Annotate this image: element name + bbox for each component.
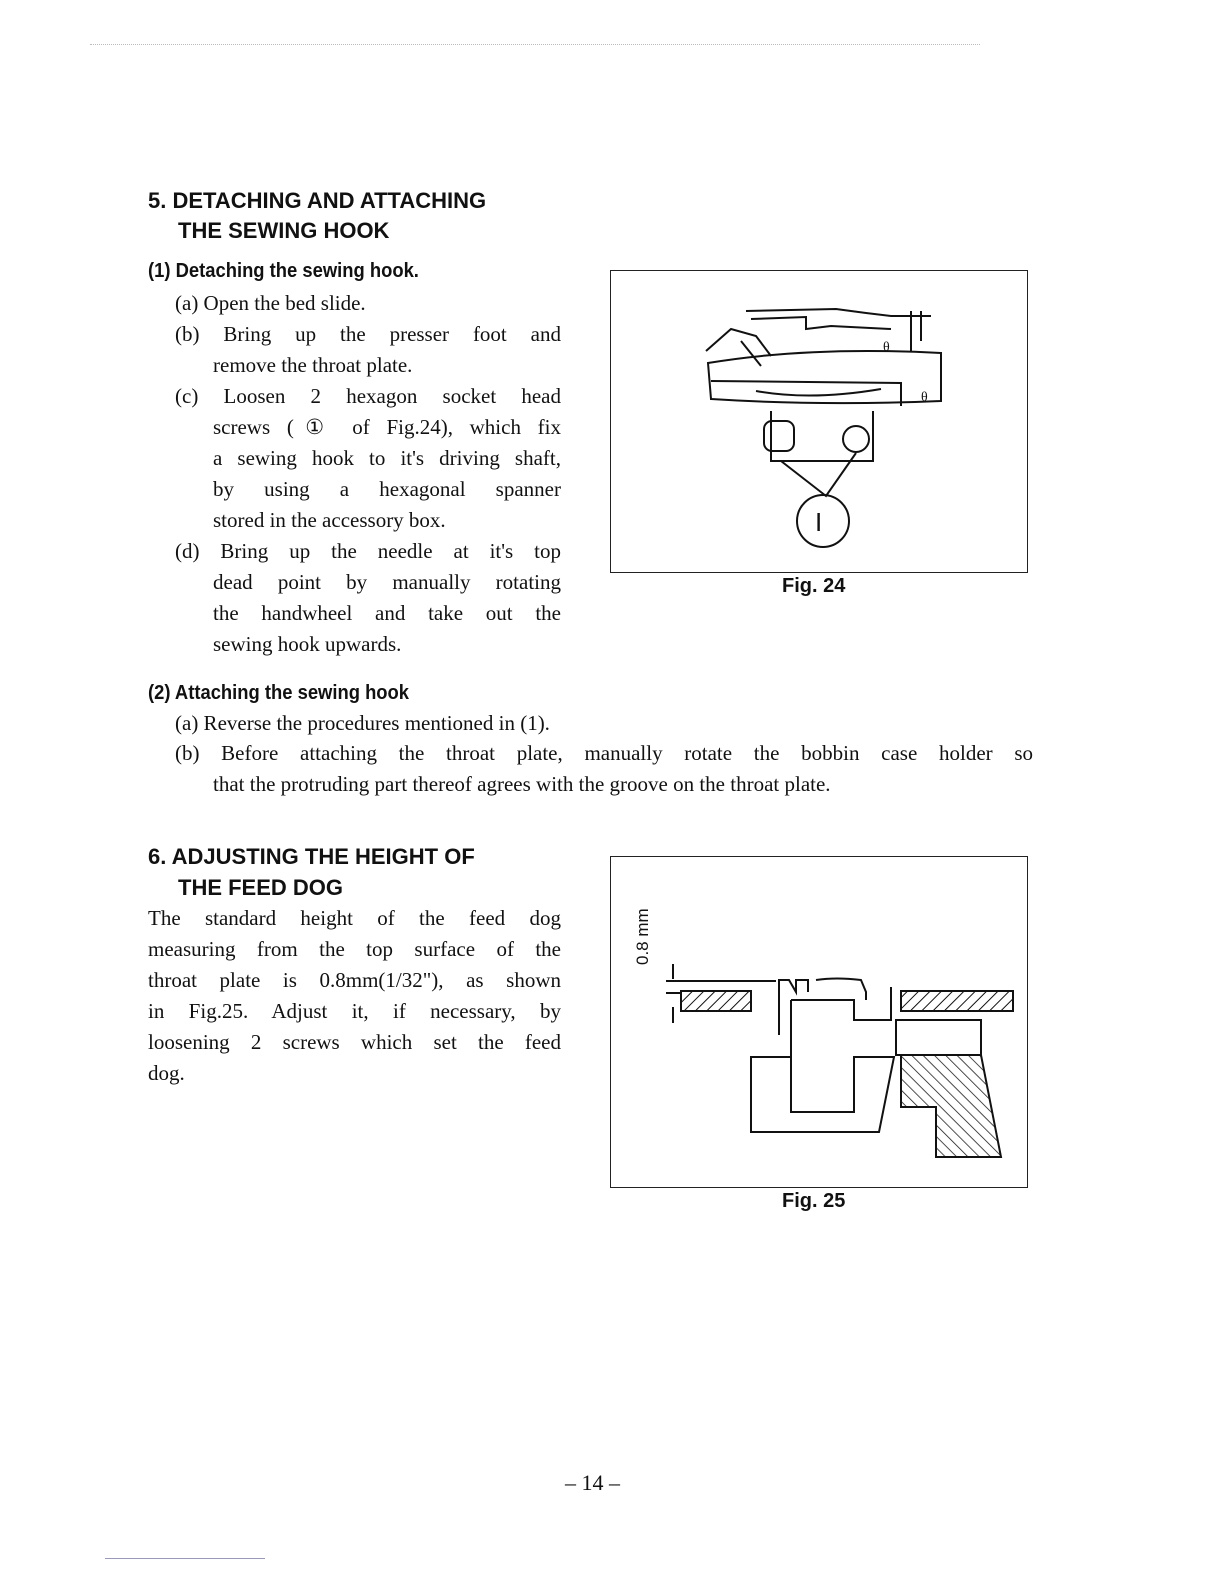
- figure-25-caption: Fig. 25: [782, 1190, 846, 1212]
- step-c-cont: stored in the accessory box.: [213, 508, 446, 532]
- subheading-detaching: (1) Detaching the sewing hook.: [148, 260, 419, 282]
- section-6-heading: 6. ADJUSTING THE HEIGHT OF: [148, 844, 475, 869]
- section-6-body: dog.: [148, 1061, 185, 1085]
- figure-24: [610, 270, 1028, 573]
- section-6-heading-2: THE FEED DOG: [178, 875, 344, 900]
- section-6-body: loosening 2 screws which set the feed: [148, 1030, 561, 1054]
- step-b-cont: remove the throat plate.: [213, 353, 413, 377]
- section-6-body: The standard height of the feed dog: [148, 906, 561, 930]
- feed-dog-diagram: [611, 857, 1027, 1187]
- section-6-body: in Fig.25. Adjust it, if necessary, by: [148, 999, 561, 1023]
- page-number: – 14 –: [565, 1470, 620, 1495]
- attach-step-b: (b) Before attaching the throat plate, manually rotate the bobbin case holder so: [175, 741, 1033, 765]
- callout-1: I: [815, 507, 823, 537]
- svg-text:θ: θ: [921, 390, 928, 405]
- step-c-cont: screws (① of Fig.24), which fix: [213, 415, 561, 439]
- attach-step-a: (a) Reverse the procedures mentioned in (1).: [175, 711, 550, 735]
- dimension-label: 0.8 mm: [633, 908, 652, 965]
- step-c-cont: a sewing hook to it's driving shaft,: [213, 446, 561, 470]
- svg-text:θ: θ: [883, 340, 890, 355]
- figure-24-caption: Fig. 24: [782, 575, 846, 597]
- figure-25: [610, 856, 1028, 1188]
- step-b: (b) Bring up the presser foot and: [175, 322, 561, 346]
- section-6-body: throat plate is 0.8mm(1/32"), as shown: [148, 968, 561, 992]
- step-a: (a) Open the bed slide.: [175, 291, 366, 315]
- step-c: (c) Loosen 2 hexagon socket head: [175, 384, 561, 408]
- step-d-cont: the handwheel and take out the: [213, 601, 561, 625]
- step-d-cont: sewing hook upwards.: [213, 632, 402, 656]
- attach-step-b-cont: that the protruding part thereof agrees with the groove on the throat plate.: [213, 772, 831, 796]
- step-d: (d) Bring up the needle at it's top: [175, 539, 561, 563]
- scan-edge: [90, 44, 980, 45]
- step-c-cont: by using a hexagonal spanner: [213, 477, 561, 501]
- step-d-cont: dead point by manually rotating: [213, 570, 561, 594]
- section-5-heading-2: THE SEWING HOOK: [178, 218, 390, 243]
- scan-edge: [105, 1558, 265, 1559]
- section-6-body: measuring from the top surface of the: [148, 937, 561, 961]
- subheading-attaching: (2) Attaching the sewing hook: [148, 682, 410, 704]
- section-5-heading: 5. DETACHING AND ATTACHING: [148, 188, 487, 213]
